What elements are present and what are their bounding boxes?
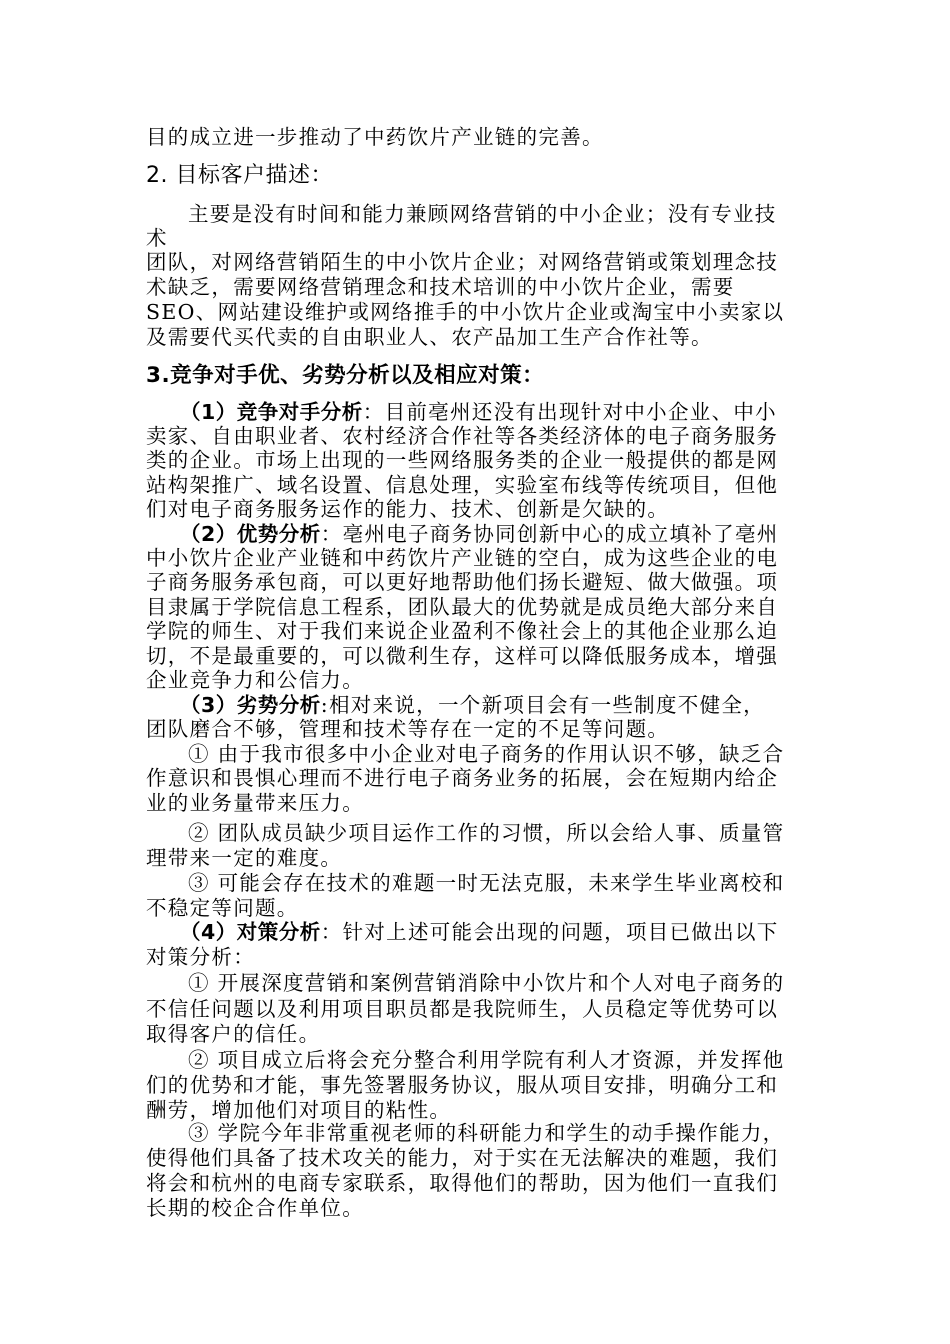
competitor-analysis-line: 站构架推广、域名设置、信息处理，实验室布线等传统项目，但他	[146, 473, 779, 497]
advantage-analysis-first-line	[180, 521, 826, 547]
disadvantage-analysis-label: （3）劣势分析	[180, 693, 321, 717]
disadvantage-item-2-line: 理带来一定的难度。	[146, 846, 343, 870]
competitor-analysis-line: 们对电子商务服务运作的能力、技术、创新是欠缺的。	[146, 497, 670, 521]
disadvantage-item-1-line: 作意识和畏惧心理而不进行电子商务业务的拓展，会在短期内给企	[146, 766, 779, 790]
countermeasure-item-2-line: 酬劳，增加他们对项目的粘性。	[146, 1098, 452, 1122]
countermeasure-item-1: ① 开展深度营销和案例营销消除中小饮片和个人对电子商务的	[188, 971, 785, 995]
advantage-analysis-line: 学院的师生、对于我们来说企业盈利不像社会上的其他企业那么迫	[146, 619, 779, 643]
competitor-analysis-first-line	[180, 399, 826, 425]
section-3-heading: 3.竞争对手优、劣势分析以及相应对策：	[146, 363, 545, 388]
disadvantage-item-2: ② 团队成员缺少项目运作工作的习惯，所以会给人事、质量管	[188, 821, 785, 845]
section-2-line: SEO、网站建设维护或网络推手的中小饮片企业或淘宝中小卖家以	[146, 300, 785, 324]
disadvantage-analysis-text: :相对来说，一个新项目会有一些制度不健全，	[320, 693, 765, 717]
advantage-analysis-line: 切，不是最重要的，可以微利生存，这样可以降低服务成本，增强	[146, 644, 779, 668]
section-2-line: 及需要代买代卖的自由职业人、农产品加工生产合作社等。	[146, 325, 713, 349]
countermeasure-item-3-line: 使得他们具备了技术攻关的能力，对于实在无法解决的难题，我们	[146, 1146, 779, 1170]
countermeasure-analysis-first-line	[180, 919, 826, 945]
competitor-analysis-line: 类的企业。市场上出现的一些网络服务类的企业一般提供的都是网	[146, 448, 779, 472]
section-2-line: 主要是没有时间和能力兼顾网络营销的中小企业；没有专业技	[188, 202, 777, 226]
advantage-analysis-line: 目隶属于学院信息工程系，团队最大的优势就是成员绝大部分来自	[146, 595, 779, 619]
advantage-analysis-label: （2）优势分析	[180, 522, 321, 546]
disadvantage-analysis-line: 团队磨合不够，管理和技术等存在一定的不足等问题。	[146, 717, 670, 741]
section-2-line: 术缺乏，需要网络营销理念和技术培训的中小饮片企业，需要	[146, 275, 735, 299]
advantage-analysis-line: 企业竞争力和公信力。	[146, 668, 364, 692]
disadvantage-item-3: ③ 可能会存在技术的难题一时无法克服，未来学生毕业离校和	[188, 871, 785, 895]
disadvantage-item-1: ① 由于我市很多中小企业对电子商务的作用认识不够，缺乏合	[188, 742, 785, 766]
countermeasure-item-1-line: 取得客户的信任。	[146, 1022, 321, 1046]
competitor-analysis-text: ：目前亳州还没有出现针对中小企业、中小	[362, 400, 777, 424]
countermeasure-item-2: ② 项目成立后将会充分整合利用学院有利人才资源，并发挥他	[188, 1048, 785, 1072]
countermeasure-item-3: ③ 学院今年非常重视老师的科研能力和学生的动手操作能力，	[188, 1121, 785, 1145]
advantage-analysis-text: ：亳州电子商务协同创新中心的成立填补了亳州	[320, 522, 779, 546]
disadvantage-analysis-first-line	[180, 692, 826, 718]
countermeasure-item-3-line: 将会和杭州的电商专家联系，取得他们的帮助，因为他们一直我们	[146, 1171, 779, 1195]
disadvantage-item-3-line: 不稳定等问题。	[146, 896, 299, 920]
section-2-heading: 2. 目标客户描述：	[146, 163, 333, 188]
advantage-analysis-line: 中小饮片企业产业链和中药饮片产业链的空白，成为这些企业的电	[146, 546, 779, 570]
countermeasure-analysis-text: ：针对上述可能会出现的问题，项目已做出以下	[320, 920, 779, 944]
intro-line: 目的成立进一步推动了中药饮片产业链的完善。	[146, 125, 604, 149]
countermeasure-item-1-line: 不信任问题以及利用项目职员都是我院师生，人员稳定等优势可以	[146, 997, 779, 1021]
countermeasure-analysis-label: （4）对策分析	[180, 920, 321, 944]
countermeasure-item-3-line: 长期的校企合作单位。	[146, 1196, 364, 1220]
competitor-analysis-label: （1）竞争对手分析	[180, 400, 363, 424]
section-2-line: 术	[146, 226, 168, 250]
disadvantage-item-1-line: 业的业务量带来压力。	[146, 791, 364, 815]
section-2-line: 团队，对网络营销陌生的中小饮片企业；对网络营销或策划理念技	[146, 250, 779, 274]
advantage-analysis-line: 子商务服务承包商，可以更好地帮助他们扬长避短、做大做强。项	[146, 570, 779, 594]
competitor-analysis-line: 卖家、自由职业者、农村经济合作社等各类经济体的电子商务服务	[146, 424, 779, 448]
countermeasure-analysis-line: 对策分析：	[146, 945, 255, 969]
countermeasure-item-2-line: 们的优势和才能，事先签署服务协议，服从项目安排，明确分工和	[146, 1073, 779, 1097]
